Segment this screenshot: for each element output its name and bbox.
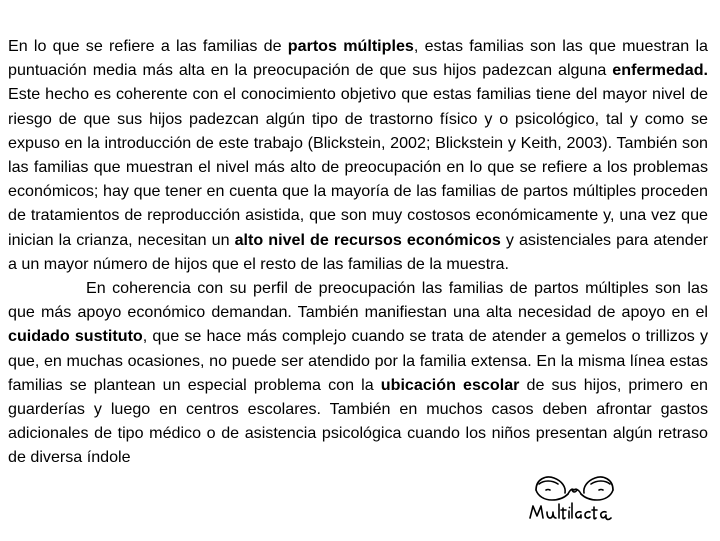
bold-term-partos-multiples: partos múltiples bbox=[287, 37, 414, 55]
two-faces-logo-icon bbox=[522, 470, 642, 536]
text-run: , que se hace más complejo cuando se trata de atender a gemelos o trillizos y que, en muchas ocasiones, no puede ser atendido por la familia extensa. En la misma línea estas familias se plantean un especial problema con la bbox=[8, 327, 709, 394]
bold-term-ubicacion-escolar: ubicación escolar bbox=[380, 375, 520, 394]
bold-term-recursos-economicos: alto nivel de recursos económicos bbox=[234, 230, 501, 249]
text-run: y asistenciales para atender a un mayor número de hijos que el resto de las familias de la muestra. bbox=[8, 230, 709, 273]
paragraph-2 bbox=[8, 276, 708, 470]
bold-term-enfermedad: enfermedad. bbox=[612, 61, 708, 80]
multilacta-logo bbox=[522, 470, 642, 536]
bold-term-cuidado-sustituto: cuidado sustituto bbox=[8, 327, 143, 346]
text-run: , estas familias son las que muestran la puntuación media más alta en la preocupación de que sus hijos padezcan alguna bbox=[8, 37, 708, 80]
text-run: Este hecho es coherente con el conocimiento objetivo que estas familias tiene del mayor nivel de riesgo de que sus hijos padezcan algún tipo de trastorno físico y o psicológico, tal y como se expuso en la introducción de este trabajo (Blickstein, 2002; Blickstein y Keith, 2003). También son las familias que muestran el nivel más alto de preocupación en lo que se refiere a los problemas económicos; hay que tener en cuenta que la mayoría de las familias de partos múltiples proceden de tratamientos de reproducción asistida, que son muy costosos económicamente y, una vez que inician la crianza, necesitan un bbox=[8, 85, 708, 249]
text-run: de sus hijos, primero en guarderías y luego en centros escolares. También en muchos casos deben afrontar gastos adicionales de tipo médico o de asistencia psicológica cuando los niños presentan algún retraso de diversa índole bbox=[8, 375, 708, 467]
document-body bbox=[8, 34, 708, 470]
text-run: En coherencia con su perfil de preocupación las familias de partos múltiples son las que más apoyo económico demandan. También manifiestan una alta necesidad de apoyo en el bbox=[8, 279, 708, 322]
text-run: En lo que se refiere a las familias de bbox=[8, 37, 288, 55]
paragraph-1 bbox=[8, 34, 708, 276]
